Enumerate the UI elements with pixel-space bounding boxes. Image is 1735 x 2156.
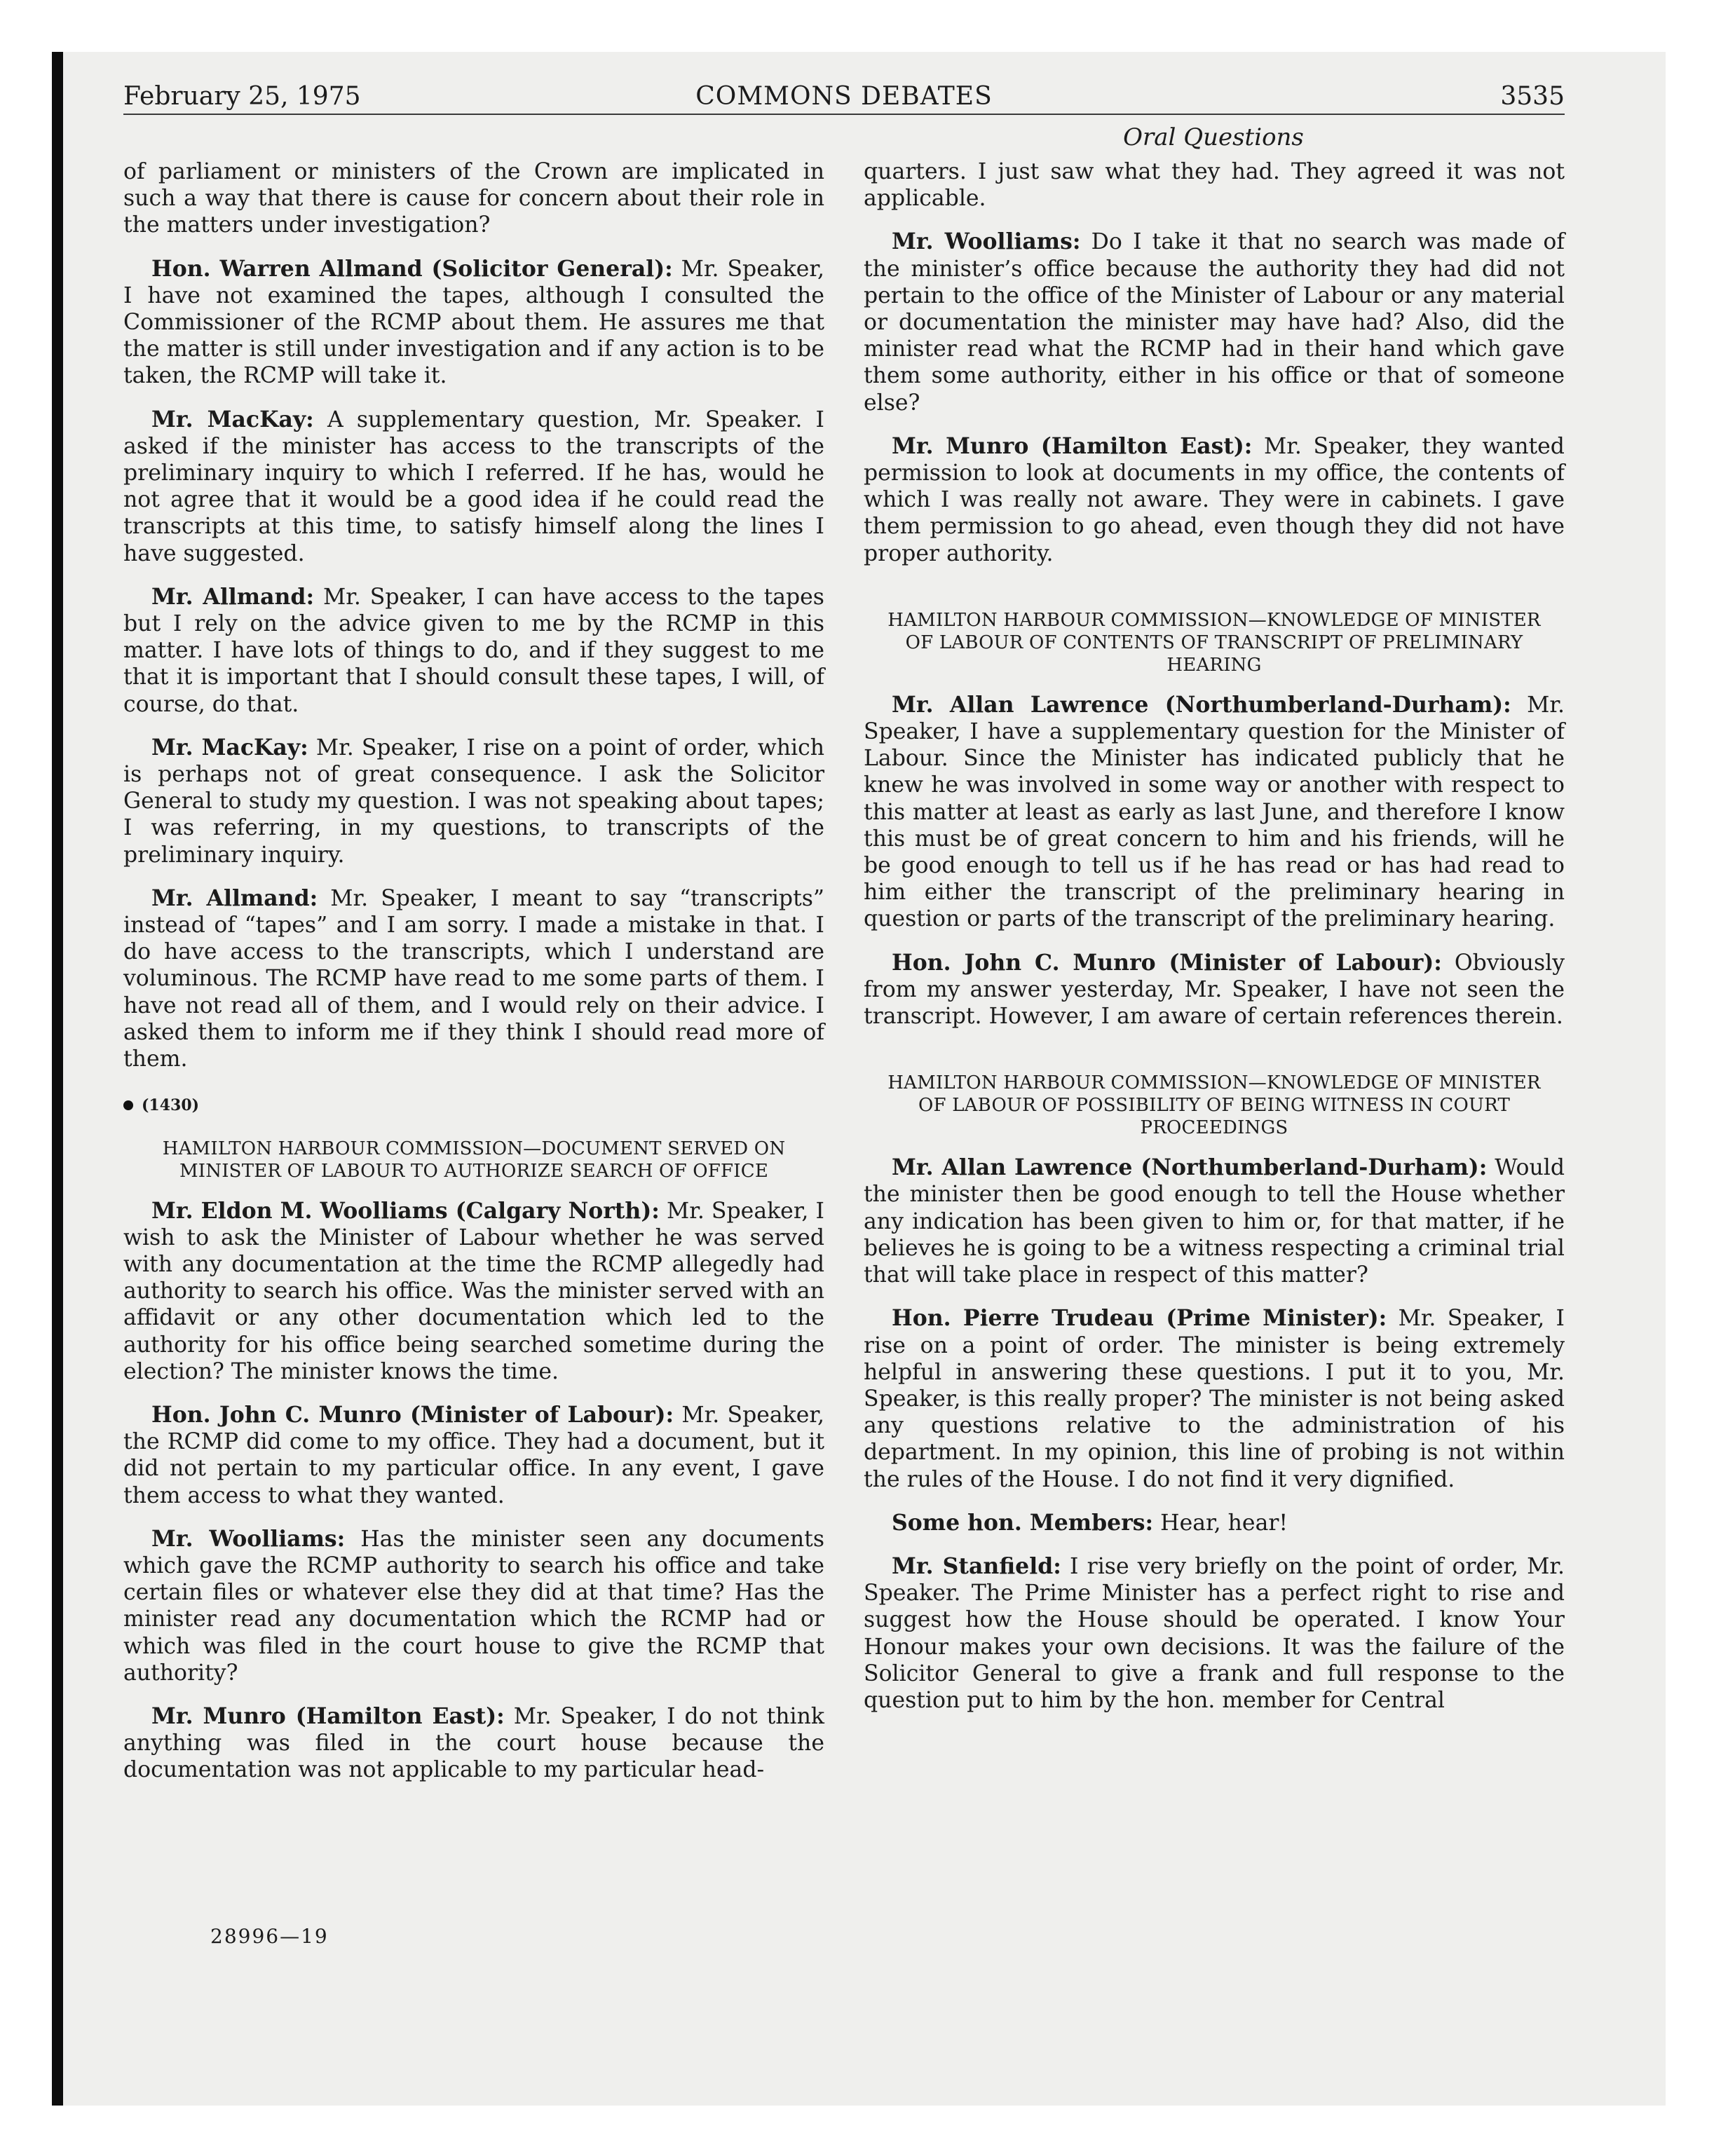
footer-code: 28996—19 (210, 1925, 329, 1948)
left-column (123, 158, 824, 1801)
bullet-icon (123, 1100, 133, 1110)
speaker-name: Hon. Warren Allmand (Solicitor General): (151, 255, 673, 282)
paragraph: Mr. Eldon M. Woolliams (Calgary North): Mr. Speaker, I wish to ask the Minister of Labour whether he was served with any documentation at the time the RCMP allegedly had authority to search his office. Was the minister served with an affidavit or any other documentation which led to the authority for his office being searched sometime during the election? The minister knows the time. (123, 1197, 824, 1384)
paragraph: Mr. Allan Lawrence (Northumberland-Durham): Mr. Speaker, I have a supplementary question for the Minister of Labour. Since the Minister has indicated publicly that he knew he was involved in some way or another with respect to this matter at least as early as last June, and therefore I know this must be of great concern to him and his friends, will he be good enough to tell us if he has read or has had read to him either the transcript of the preliminary hearing in question or parts of the transcript of the preliminary hearing. (864, 691, 1565, 932)
header-title: COMMONS DEBATES (695, 82, 993, 111)
speaker-name: Mr. Woolliams: (892, 228, 1081, 255)
paragraph: Hon. John C. Munro (Minister of Labour): Mr. Speaker, the RCMP did come to my office. They had a document, but it did not pertain to my particular office. In any event, I gave them access to what they wanted. (123, 1401, 824, 1508)
speaker-name: Mr. Eldon M. Woolliams (Calgary North): (151, 1197, 660, 1224)
section-title: Oral Questions (1123, 123, 1304, 151)
speaker-name: Mr. Allmand: (151, 885, 318, 911)
time-marker: (1430) (123, 1092, 824, 1119)
speaker-name: Mr. Munro (Hamilton East): (151, 1703, 505, 1729)
speaker-name: Mr. MacKay: (151, 734, 308, 760)
paragraph: quarters. I just saw what they had. They agreed it was not applicable. (864, 159, 1565, 212)
speaker-name: Some hon. Members: (892, 1509, 1154, 1536)
paragraph: Mr. Allmand: Mr. Speaker, I can have access to the tapes but I rely on the advice given to me by the RCMP in this matter. I have lots of things to do, and if they suggest to me that it is important that I should consult these tapes, I will, of course, do that. (123, 583, 824, 717)
section-heading: HAMILTON HARBOUR COMMISSION—DOCUMENT SERVED ON MINISTER OF LABOUR TO AUTHORIZE SEARCH OF OFFICE (162, 1138, 786, 1182)
paragraph: Mr. Woolliams: Has the minister seen any documents which gave the RCMP authority to search his office and take certain files or whatever else they did at that time? Has the minister read any documentation which the RCMP had or which was filed in the court house to give the RCMP that authority? (123, 1525, 824, 1686)
speaker-name: Mr. Munro (Hamilton East): (892, 432, 1253, 459)
paragraph: Mr. Allan Lawrence (Northumberland-Durham): Would the minister then be good enough to tell the House whether any indication has been given to him or, for that matter, if he believes he is going to be a witness respecting a criminal trial that will take place in respect of this matter? (864, 1154, 1565, 1288)
speaker-name: Mr. MacKay: (151, 406, 314, 432)
page-number: 3535 (1500, 82, 1565, 111)
scan-edge (52, 52, 63, 2106)
speaker-name: Mr. Allan Lawrence (Northumberland-Durham): (892, 691, 1511, 718)
speaker-name: Mr. Woolliams: (151, 1525, 346, 1552)
speaker-name: Hon. John C. Munro (Minister of Labour): (151, 1401, 674, 1428)
speaker-name: Hon. Pierre Trudeau (Prime Minister): (892, 1305, 1387, 1332)
paragraph: Mr. Stanfield: I rise very briefly on the point of order, Mr. Speaker. The Prime Minister has a perfect right to rise and suggest how the House should be operated. I know Your Honour makes your own decisions. It was the failure of the Solicitor General to give a frank and full response to the question put to him by the hon. member for Central (864, 1553, 1565, 1713)
speaker-name: Hon. John C. Munro (Minister of Labour): (892, 949, 1442, 976)
running-head (123, 70, 1565, 112)
header-rule (123, 114, 1565, 115)
paragraph: of parliament or ministers of the Crown are implicated in such a way that there is cause for concern about their role in the matters under investigation? (123, 159, 824, 238)
paragraph: Hon. John C. Munro (Minister of Labour): Obviously from my answer yesterday, Mr. Speaker, I have not seen the transcript. However, I am aware of certain references therein. (864, 949, 1565, 1030)
paragraph: Hon. Pierre Trudeau (Prime Minister): Mr. Speaker, I rise on a point of order. The minister is being extremely helpful in answering these questions. I put it to you, Mr. Speaker, is this really proper? The minister is not being asked any questions relative to the administration of his department. In my opinion, this line of probing is not within the rules of the House. I do not find it very dignified. (864, 1305, 1565, 1492)
paragraph: Mr. Allmand: Mr. Speaker, I meant to say “transcripts” instead of “tapes” and I am sorry. I made a mistake in that. I do have access to the transcripts, which I understand are voluminous. The RCMP have read to me some parts of them. I have not read all of them, and I would rely on their advice. I asked them to inform me if they think I should read more of them. (123, 885, 824, 1072)
paragraph: Mr. Woolliams: Do I take it that no search was made of the minister’s office because the authority they had did not pertain to the office of the Minister of Labour or any material or documentation the minister may have had? Also, did the minister read what the RCMP had in their hand which gave them some authority, either in his office or that of someone else? (864, 228, 1565, 416)
right-column (864, 158, 1565, 1731)
speaker-name: Mr. Allmand: (151, 583, 315, 610)
paragraph: Some hon. Members: Hear, hear! (892, 1509, 1288, 1536)
section-heading: HAMILTON HARBOUR COMMISSION—KNOWLEDGE OF MINISTER OF LABOUR OF CONTENTS OF TRANSCRIPT OF PRELIMINARY HEARING (887, 609, 1541, 676)
speaker-name: Mr. Stanfield: (892, 1553, 1061, 1579)
section-heading: HAMILTON HARBOUR COMMISSION—KNOWLEDGE OF MINISTER OF LABOUR OF POSSIBILITY OF BEING WITNESS IN COURT PROCEEDINGS (887, 1072, 1541, 1139)
paragraph: Hon. Warren Allmand (Solicitor General): Mr. Speaker, I have not examined the tapes, although I consulted the Commissioner of the RCMP about them. He assures me that the matter is still under investigation and if any action is to be taken, the RCMP will take it. (123, 255, 824, 389)
header-date: February 25, 1975 (123, 82, 361, 111)
paragraph: Mr. MacKay: A supplementary question, Mr. Speaker. I asked if the minister has access to the transcripts of the preliminary inquiry to which I referred. If he has, would he not agree that it would be a good idea if he could read the transcripts at this time, to satisfy himself along the lines I have suggested. (123, 406, 825, 566)
paragraph: Mr. Munro (Hamilton East): Mr. Speaker, I do not think anything was filed in the court house because the documentation was not applicable to my particular head- (123, 1703, 824, 1783)
speaker-name: Mr. Allan Lawrence (Northumberland-Durham): (892, 1154, 1488, 1181)
paragraph: Mr. Munro (Hamilton East): Mr. Speaker, they wanted permission to look at documents in my office, the contents of which I was really not aware. They were in cabinets. I gave them permission to go ahead, even though they did not have proper authority. (864, 432, 1565, 566)
paragraph: Mr. MacKay: Mr. Speaker, I rise on a point of order, which is perhaps not of great consequence. I ask the Solicitor General to study my question. I was not speaking about tapes; I was referring, in my questions, to transcripts of the preliminary inquiry. (123, 734, 824, 868)
